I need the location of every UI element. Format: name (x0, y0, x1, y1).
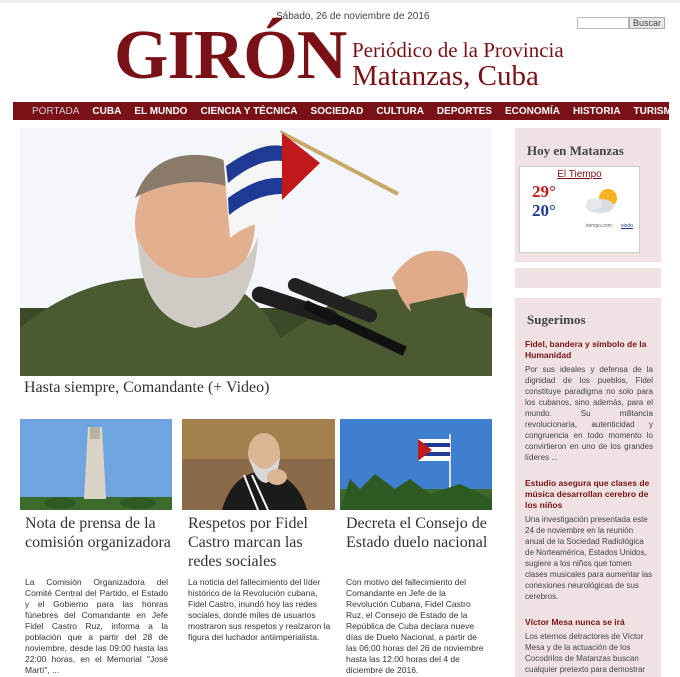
nav-item-portada[interactable]: PORTADA (32, 105, 80, 117)
story-body-3: Con motivo del fallecimiento del Comandante en Jefe de la Revolución Cubana, Fidel Castro Ruz, el Consejo de Estado de la República de Cuba declara nueve días de Duelo Nacional, a partir de las 06:00 horas del 26 de noviembre hasta las 12:00 horas del 4 de diciembre de 2016. (346, 577, 484, 675)
sidebar-spacer-panel (515, 268, 661, 288)
nav-item-el-mundo[interactable]: EL MUNDO (134, 105, 188, 117)
header-date: Sábado, 26 de noviembre de 2016 (276, 11, 430, 22)
hero-image[interactable] (20, 128, 492, 376)
sidebar-sugerimos-title: Sugerimos (527, 312, 586, 327)
sun-cloud-icon (582, 187, 622, 220)
hero-caption[interactable]: Hasta siempre, Comandante (+ Video) (24, 379, 270, 396)
weather-low-temp: 20° (532, 201, 556, 220)
nav-item-historia[interactable]: HISTORIA (572, 105, 621, 117)
sugerimos-item-2-body: Una investigación presentada este 24 de noviembre en la reunión anual de la Sociedad Radiológica de Norteamérica, Estados Unidos, sugiere a los niños que tomen clases musicales para aumentar las conexiones neurológicas de sus cerebros. (525, 515, 653, 601)
story-image-memorial[interactable] (20, 419, 172, 510)
story-title-3[interactable]: Decreta el Consejo de Estado duelo nacional (346, 515, 488, 551)
weather-title[interactable]: El Tiempo (557, 169, 602, 180)
sugerimos-item-1-title[interactable]: Fidel, bandera y símbolo de la Humanidad (525, 339, 647, 360)
top-bar (0, 0, 680, 3)
tagline-line2: Matanzas, Cuba (352, 60, 539, 92)
story-image-flag[interactable] (340, 419, 492, 510)
weather-link[interactable]: viedo (621, 223, 633, 229)
site-logo[interactable]: GIRÓN (114, 17, 347, 94)
search-button[interactable]: Buscar (629, 17, 665, 29)
story-body-1: La Comisión Organizadora del Comité Central del Partido, el Estado y el Gobierno para las honras fúnebres del Comandante en Jefe Fidel Castro Ruz, informa a la población que a partir del 28 de noviembre, desde las 09:00 hasta las 22:00 horas, en el Memorial "José Martí", ... (25, 577, 168, 675)
nav-item-economia[interactable]: ECONOMÍA (504, 105, 560, 117)
story-title-1[interactable]: Nota de prensa de la comisión organizadora (25, 515, 171, 551)
nav-item-turismo[interactable]: TURISMO (633, 105, 680, 117)
sidebar-hoy-title: Hoy en Matanzas (527, 143, 624, 158)
story-title-2[interactable]: Respetos por Fidel Castro marcan las redes sociales (188, 515, 308, 570)
sugerimos-item-3-title[interactable]: Víctor Mesa nunca se irá (525, 617, 625, 627)
nav-item-ciencia-y-tecnica[interactable]: CIENCIA Y TÉCNICA (200, 105, 298, 117)
nav-item-sociedad[interactable]: SOCIEDAD (310, 105, 364, 117)
search-input[interactable] (577, 17, 629, 29)
sugerimos-item-1-body: Por sus ideales y defensa de la dignidad de los pueblos, Fidel constituye paradigma no solo para los cubanos, sino además, para el mundo. Su militancia revolucionaria, autenticidad y congruencia en todo momento lo convirtieron en uno de los grandes líderes ... (525, 365, 653, 462)
tagline-line1: Periódico de la Provincia (352, 38, 564, 62)
story-body-2: La noticia del fallecimiento del líder histórico de la Revolución cubana, Fidel Castro, inundó hoy las redes sociales, donde miles de usuarios mostraron sus respetos y realzaron la figura del luchador antiimperialista. (188, 577, 331, 642)
story-image-fidel[interactable] (182, 419, 335, 510)
weather-widget (519, 166, 640, 253)
nav-item-cultura[interactable]: CULTURA (376, 105, 424, 117)
weather-source: tiempo.com (586, 223, 612, 229)
sugerimos-item-2-title[interactable]: Estudio asegura que clases de música desarrollan cerebro de los niños (525, 478, 650, 510)
main-nav (13, 102, 680, 120)
nav-item-deportes[interactable]: DEPORTES (436, 105, 492, 117)
weather-high-temp: 29° (532, 182, 556, 201)
sugerimos-item-3-body: Los eternos detractores de Víctor Mesa y de la actuación de los Cocodrilos de Matanzas buscan cualquier pretexto para demostrar (525, 632, 646, 674)
nav-item-cuba[interactable]: CUBA (92, 105, 122, 117)
